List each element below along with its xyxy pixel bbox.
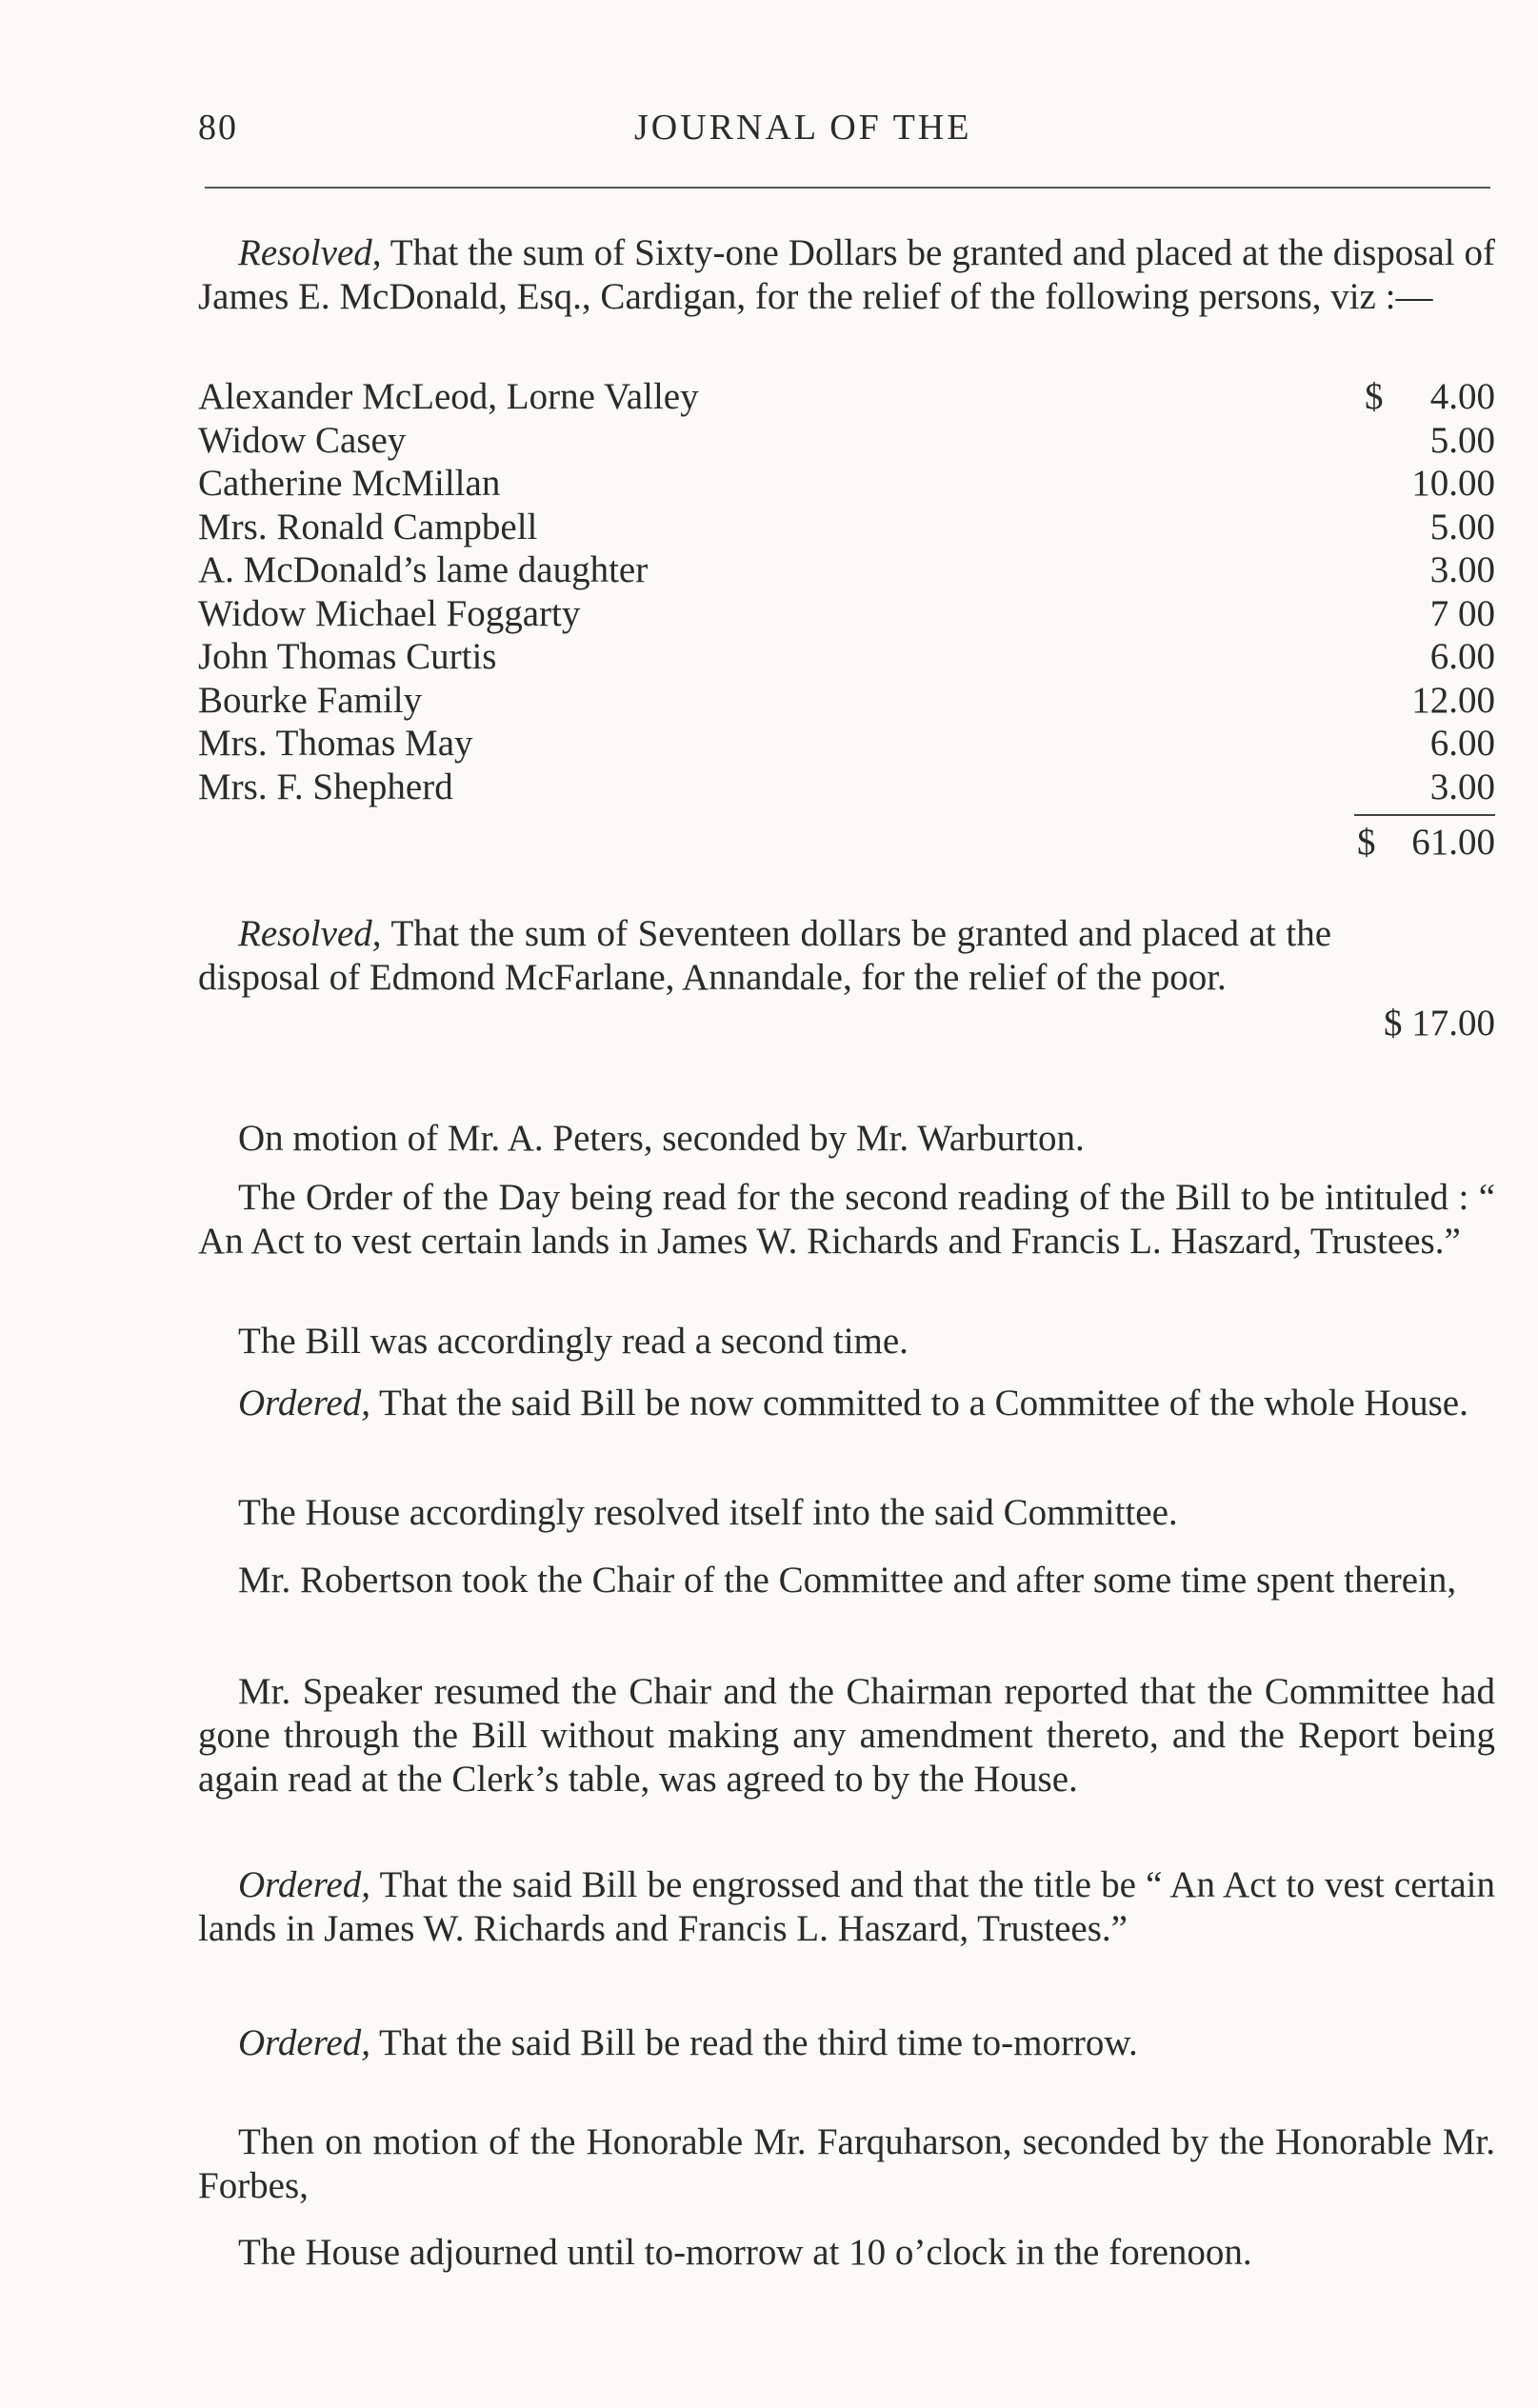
proceeding-chair: Mr. Robertson took the Chair of the Committee and after some time spent therein, — [238, 1560, 1457, 1601]
page-header — [198, 107, 1493, 164]
list-item: Mrs. Thomas May 6.00 — [198, 723, 1495, 764]
proceeding-report: Mr. Speaker resumed the Chair and the Chairman reported that the Committee had gone through the Bill without making any amendment thereto, and the Report being again read at the Clerk’s table, was agreed to by the House. — [198, 1671, 1495, 1800]
resolved-label: Resolved, — [238, 232, 382, 273]
resolution-seventeen — [198, 912, 1331, 1000]
header-rule — [205, 187, 1490, 189]
proceeding-ordered-third-reading: Ordered, That the said Bill be read the third time to-morrow. — [238, 2022, 1138, 2063]
ordered-label: Ordered, — [238, 1864, 370, 1905]
relief-list — [198, 375, 1495, 808]
list-item: Alexander McLeod, Lorne Valley $ 4.00 — [198, 376, 1495, 417]
page-number: 80 — [198, 108, 238, 148]
journal-page: 80 JOURNAL OF THE Resolved, That the sum of Sixty-one Dollars be granted and placed at the disposal of James E. McDonald, Esq., Cardigan, for the relief of the following persons, viz :— Alexander McLeod, Lorne Valley $ 4.00 Widow Casey 5.00 Catherine McMillan 10.00 Mrs. Ronald Campbell 5.00 A. McDonald’s lame daughter 3.00 Widow Michael Foggarty 7 00 John Thomas Curtis 6.00 Bourke Family 12.00 Mrs. Thomas May 6.00 Mrs. F. Shepherd 3.00 $ 61.00 Resolved, That the sum of Seventeen dollars be granted and placed at the disposal of Edmond McFarlane, Annandale, for the relief of the poor. $ 17.00 On motion of Mr. A. Peters, seconded by Mr. Warburton. The Order of the Day being read for the second reading of the Bill to be intituled : “ An Act to vest certain lands in James W. Richards and Francis L. Haszard, Trustees.” The Bill was accordingly read a second time. Ordered, That the said Bill be now committed to a Committee of the whole House. The House accordingly resolved itself into the said Committee. Mr. Robertson took the Chair of the Committee and after some time spent therein, Mr. Speaker resumed the Chair and the Chairman reported that the Committee had gone through the Bill without making any amendment thereto, and the Report being again read at the Clerk’s table, was agreed to by the House. Ordered, That the said Bill be engrossed and that the title be “ An Act to vest certain lands in James W. Richards and Francis L. Haszard, Trustees.” Ordered, That the said Bill be read the third time to-morrow. Then on motion of the Honorable Mr. Farquharson, seconded by the Honorable Mr. Forbes, The House adjourned until to-morrow at 10 o’clock in the forenoon. — [198, 108, 1496, 2273]
sum-rule — [1354, 814, 1495, 816]
list-item: Widow Michael Foggarty 7 00 — [198, 592, 1495, 634]
proceeding-resolved-committee: The House accordingly resolved itself into the said Committee. — [238, 1492, 1178, 1533]
resolution-text: That the sum of Seventeen dollars be granted and placed at the disposal of Edmond McFarlane, Annandale, for the relief of the poor. — [198, 913, 1332, 998]
resolved-label: Resolved, — [238, 913, 382, 954]
total-currency: $ — [1357, 822, 1376, 863]
running-head: JOURNAL OF THE — [634, 108, 972, 148]
total-amount: 61.00 — [1411, 822, 1495, 863]
resolution-sixty-one — [198, 231, 1495, 319]
list-item: Mrs. Ronald Campbell 5.00 — [198, 506, 1495, 547]
proceeding-adjourn-motion: Then on motion of the Honorable Mr. Farquharson, seconded by the Honorable Mr. Forbes, — [198, 2121, 1495, 2206]
list-item: John Thomas Curtis 6.00 — [198, 636, 1495, 677]
list-item: Catherine McMillan 10.00 — [198, 463, 1495, 504]
ordered-label: Ordered, — [238, 2022, 370, 2063]
currency-symbol: $ — [1365, 376, 1384, 417]
list-item: Widow Casey 5.00 — [198, 419, 1495, 461]
list-item: Mrs. F. Shepherd 3.00 — [198, 766, 1495, 807]
proceeding-ordered-engrossed: Ordered, That the said Bill be engrossed and that the title be “ An Act to vest certain lands in James W. Richards and Francis L. Haszard, Trustees.” — [198, 1864, 1495, 1949]
proceeding-adjourned: The House adjourned until to-morrow at 10 o’clock in the forenoon. — [238, 2232, 1252, 2273]
proceeding-ordered-committed: Ordered, That the said Bill be now committed to a Committee of the whole House. — [238, 1383, 1468, 1423]
proceeding-second-reading: The Bill was accordingly read a second time. — [238, 1321, 909, 1362]
ordered-label: Ordered, — [238, 1383, 370, 1423]
resolution-text: That the sum of Sixty-one Dollars be granted and placed at the disposal of James E. McDonald, Esq., Cardigan, for the relief of the following persons, viz :— — [198, 232, 1496, 317]
proceeding-motion: On motion of Mr. A. Peters, seconded by Mr. Warburton. — [238, 1118, 1085, 1159]
list-item: Bourke Family 12.00 — [198, 679, 1495, 721]
list-item: A. McDonald’s lame daughter 3.00 — [198, 549, 1495, 590]
proceeding-order-of-day: The Order of the Day being read for the second reading of the Bill to be intituled : “ An Act to vest certain lands in James W. Richards and Francis L. Haszard, Trustees.” — [198, 1177, 1495, 1262]
